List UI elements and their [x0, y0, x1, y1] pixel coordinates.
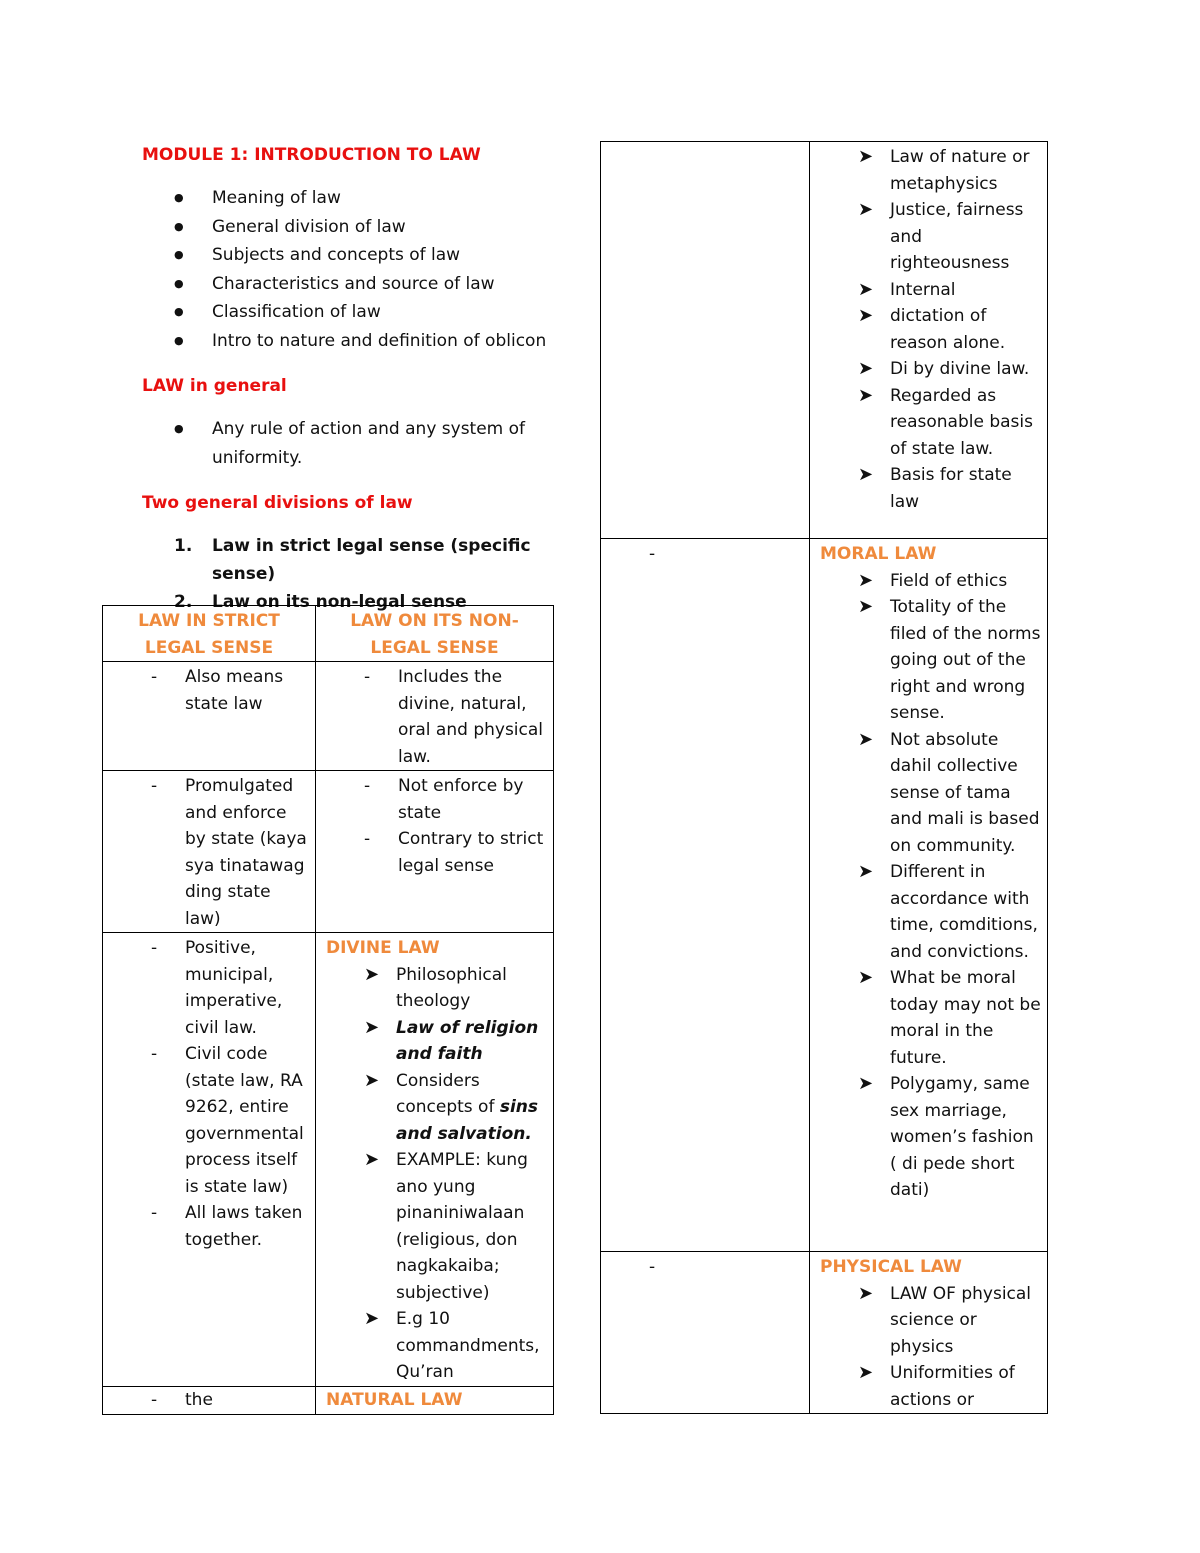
table-header-row [103, 606, 554, 662]
table-header-cell [103, 606, 316, 662]
col1-header: LAW IN STRICT LEGAL SENSE [138, 611, 280, 658]
arrow-bullet-icon: ➤ [858, 861, 874, 882]
list-item: - Includes the divine, natural, oral and physical law. [316, 664, 553, 770]
arrow-bullet-icon: ➤ [858, 199, 874, 220]
divine-law-heading: DIVINE LAW [326, 938, 440, 958]
row-dash: - [649, 1257, 656, 1277]
left-column [142, 142, 582, 616]
list-item: ➤ dictation of reason alone. [858, 305, 1006, 353]
list-item: ➤ Regarded as reasonable basis of state law. [858, 384, 1033, 459]
list-item: ➤ Uniformities of actions or [858, 1362, 1015, 1410]
list-item: ● Intro to nature and definition of oblicon [142, 327, 582, 356]
law-general-list [142, 415, 582, 472]
table-header-cell [316, 606, 554, 662]
arrow-bullet-icon: ➤ [858, 146, 874, 167]
list-item: ➤ Totality of the filed of the norms going out of the right and wrong sense. [858, 596, 1041, 723]
list-item: ● Subjects and concepts of law [142, 241, 582, 270]
arrow-bullet-icon: ➤ [858, 1073, 874, 1094]
arrow-bullet-icon: ➤ [858, 1362, 874, 1383]
list-item: ➤ Not absolute dahil collective sense of tama and mali is based on community. [858, 728, 1040, 856]
physical-law-heading: PHYSICAL LAW [820, 1257, 962, 1277]
list-item: ➤ Polygamy, same sex marriage, women’s fashion ( di pede short dati) [858, 1073, 1034, 1200]
list-text: Law in strict legal sense (specific sense) [212, 536, 531, 584]
list-item: - Also means state law [103, 664, 315, 717]
list-item: - Not enforce by state [316, 773, 553, 826]
arrow-bullet-icon: ➤ [364, 1069, 380, 1091]
arrow-bullet-icon: ➤ [858, 569, 874, 591]
law-types-table [600, 141, 1048, 1414]
arrow-bullet-icon: ➤ [858, 278, 874, 300]
list-item: ➤ Basis for state law [858, 464, 1012, 512]
arrow-bullet-icon: ➤ [858, 728, 874, 750]
list-item: ● Any rule of action and any system of uniformity. [142, 415, 582, 472]
list-item: ➤ LAW OF physical science or physics [858, 1282, 1032, 1357]
arrow-bullet-icon: ➤ [364, 963, 380, 985]
divisions-list [142, 532, 582, 616]
arrow-bullet-icon: ➤ [858, 464, 874, 485]
list-item: ➤ What be moral today may not be moral in the future. [858, 967, 1041, 1068]
list-item: - the [103, 1387, 315, 1414]
table-row [103, 933, 554, 1387]
list-item: - Civil code (state law, RA 9262, entire governmental process itself is state law) [103, 1041, 315, 1200]
table-row [601, 539, 1048, 1252]
list-item: ➤ EXAMPLE: kung ano yung pinaniniwalaan (religious, don nagkakaiba; subjective) [364, 1149, 528, 1303]
table-row [103, 662, 554, 771]
list-item: - Positive, municipal, imperative, civil law. [103, 935, 315, 1041]
list-item: ● General division of law [142, 213, 582, 242]
arrow-bullet-icon: ➤ [858, 1282, 874, 1304]
arrow-bullet-icon: ➤ [364, 1016, 380, 1038]
list-item: - All laws taken together. [103, 1200, 315, 1253]
module-title: MODULE 1: INTRODUCTION TO LAW [142, 145, 481, 165]
col2-header: LAW ON ITS NON-LEGAL SENSE [350, 611, 519, 658]
list-item: - Promulgated and enforce by state (kaya sya tinatawag ding state law) [103, 773, 315, 932]
list-item: ➤ Justice, fairness and righteousness [858, 199, 1024, 273]
divisions-heading: Two general divisions of law [142, 493, 413, 513]
list-item: ➤ Different in accordance with time, comditions, and convictions. [858, 861, 1038, 962]
list-item: ➤ Field of ethics [810, 568, 1047, 595]
table-row [601, 1252, 1048, 1414]
list-item: ➤ Di by divine law. [810, 356, 1047, 383]
natural-law-heading: NATURAL LAW [326, 1389, 463, 1410]
table-row [103, 1386, 554, 1414]
law-general-heading: LAW in general [142, 376, 287, 396]
arrow-bullet-icon: ➤ [364, 1308, 380, 1329]
arrow-bullet-icon: ➤ [858, 596, 874, 617]
list-item: - Contrary to strict legal sense [316, 826, 553, 879]
list-item: ➤ Law of religion and faith [364, 1016, 539, 1064]
list-item: ➤ Considers concepts of sins and salvation. [364, 1069, 539, 1144]
arrow-bullet-icon: ➤ [858, 358, 874, 379]
arrow-bullet-icon: ➤ [858, 384, 874, 406]
list-item: ● Characteristics and source of law [142, 270, 582, 299]
list-number: 1. [174, 536, 193, 556]
list-item: ➤ Law of nature or metaphysics [858, 146, 1030, 194]
list-text: Law on its non-legal sense [212, 592, 467, 612]
list-item: ➤ Internal [810, 277, 1047, 304]
law-sense-table [102, 605, 554, 1415]
arrow-bullet-icon: ➤ [364, 1149, 380, 1170]
list-number: 2. [174, 592, 193, 612]
table-row [601, 142, 1048, 539]
list-item: ➤ E.g 10 commandments, Qu’ran [364, 1308, 540, 1382]
moral-law-heading: MORAL LAW [820, 544, 937, 564]
module-topics-list [142, 184, 582, 355]
list-item: ➤ Philosophical theology [364, 963, 507, 1011]
arrow-bullet-icon: ➤ [858, 305, 874, 326]
list-item [142, 532, 582, 588]
list-item: ● Classification of law [142, 298, 582, 327]
arrow-bullet-icon: ➤ [858, 967, 874, 988]
table-row [103, 771, 554, 933]
list-item: ● Meaning of law [142, 184, 582, 213]
row-dash: - [649, 544, 656, 564]
